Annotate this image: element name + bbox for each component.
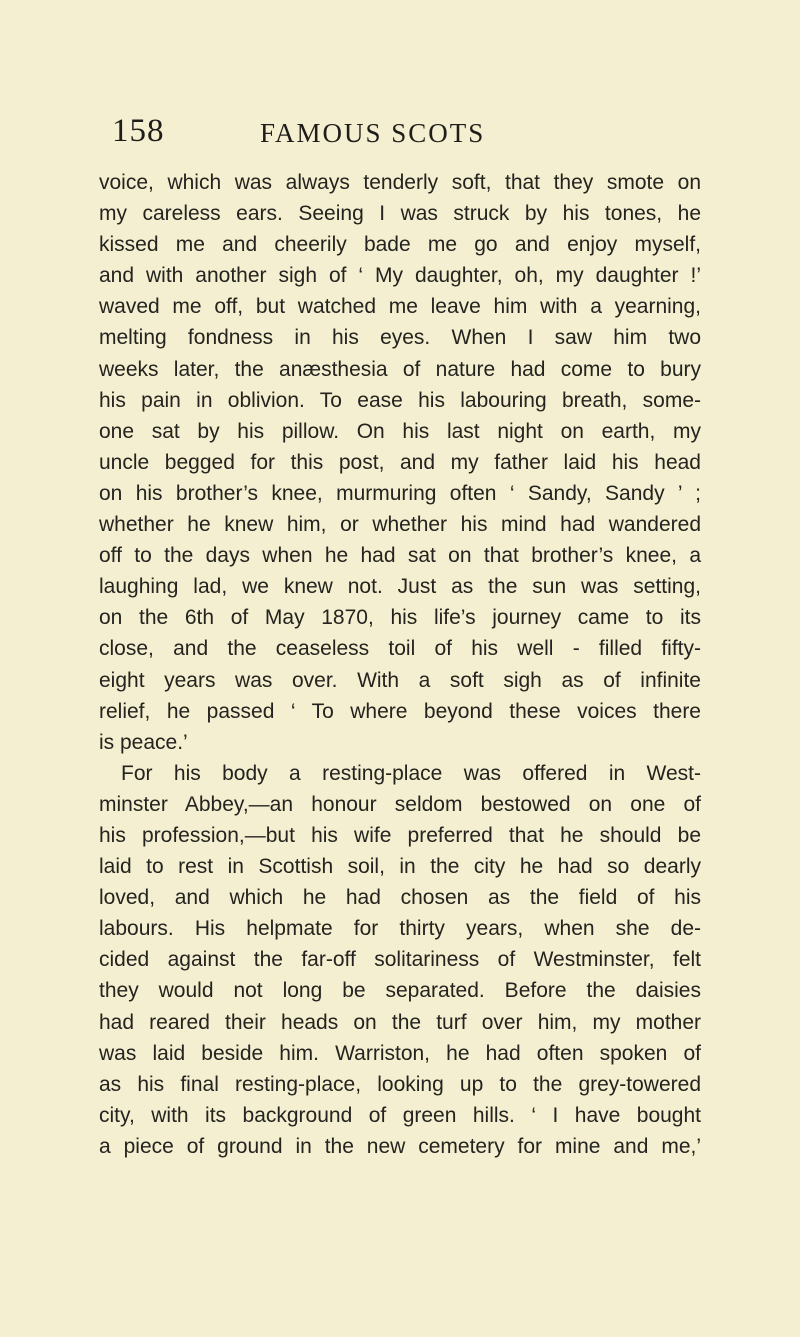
text-line: close, and the ceaseless toil of his well - filled fifty- — [99, 637, 701, 661]
text-line: relief, he passed ‘ To where beyond these voices there — [99, 699, 701, 723]
text-line: minster Abbey,—an honour seldom bestowed on one of — [99, 792, 701, 816]
text-line: labours. His helpmate for thirty years, when she de- — [99, 917, 701, 941]
page-number: 158 — [112, 113, 165, 149]
text-line: and with another sigh of ‘ My daughter, oh, my daughter !’ — [99, 264, 701, 288]
text-line: on his brother’s knee, murmuring often ‘ Sandy, Sandy ’ ; — [99, 481, 701, 505]
text-line: a piece of ground in the new cemetery for mine and me,’ — [99, 1134, 701, 1158]
text-line: as his final resting-place, looking up to the grey-towered — [99, 1072, 701, 1096]
text-line: whether he knew him, or whether his mind had wandered — [99, 513, 701, 537]
paragraph-start-line: For his body a resting-place was offered in West- — [121, 761, 701, 785]
text-line: was laid beside him. Warriston, he had often spoken of — [99, 1041, 701, 1065]
text-line: waved me off, but watched me leave him with a yearning, — [99, 295, 701, 319]
text-line: weeks later, the anæsthesia of nature had come to bury — [99, 357, 701, 381]
text-line: one sat by his pillow. On his last night on earth, my — [99, 419, 701, 443]
paragraph-end-line: is peace.’ — [99, 730, 188, 754]
text-line: his pain in oblivion. To ease his labouring breath, some- — [99, 388, 701, 412]
text-line: had reared their heads on the turf over him, my mother — [99, 1010, 701, 1034]
text-line: eight years was over. With a soft sigh as of infinite — [99, 668, 701, 692]
text-line: my careless ears. Seeing I was struck by his tones, he — [99, 202, 701, 226]
text-line: laid to rest in Scottish soil, in the city he had so dearly — [99, 855, 701, 879]
text-line: loved, and which he had chosen as the field of his — [99, 886, 701, 910]
body-text — [99, 167, 701, 1162]
text-line: kissed me and cheerily bade me go and enjoy myself, — [99, 233, 701, 257]
text-line: melting fondness in his eyes. When I saw him two — [99, 326, 701, 350]
text-line: they would not long be separated. Before the daisies — [99, 979, 701, 1003]
text-line: his profession,—but his wife preferred that he should be — [99, 823, 701, 847]
text-line: voice, which was always tenderly soft, that they smote on — [99, 171, 701, 194]
text-line: cided against the far-off solitariness of Westminster, felt — [99, 948, 701, 972]
running-head: FAMOUS SCOTS — [260, 118, 486, 148]
page-header — [112, 113, 672, 153]
text-line: laughing lad, we knew not. Just as the sun was setting, — [99, 575, 701, 599]
text-line: city, with its background of green hills. ‘ I have bought — [99, 1103, 701, 1127]
text-line: uncle begged for this post, and my father laid his head — [99, 450, 701, 474]
text-line: off to the days when he had sat on that brother’s knee, a — [99, 544, 701, 568]
text-line: on the 6th of May 1870, his life’s journey came to its — [99, 606, 701, 630]
